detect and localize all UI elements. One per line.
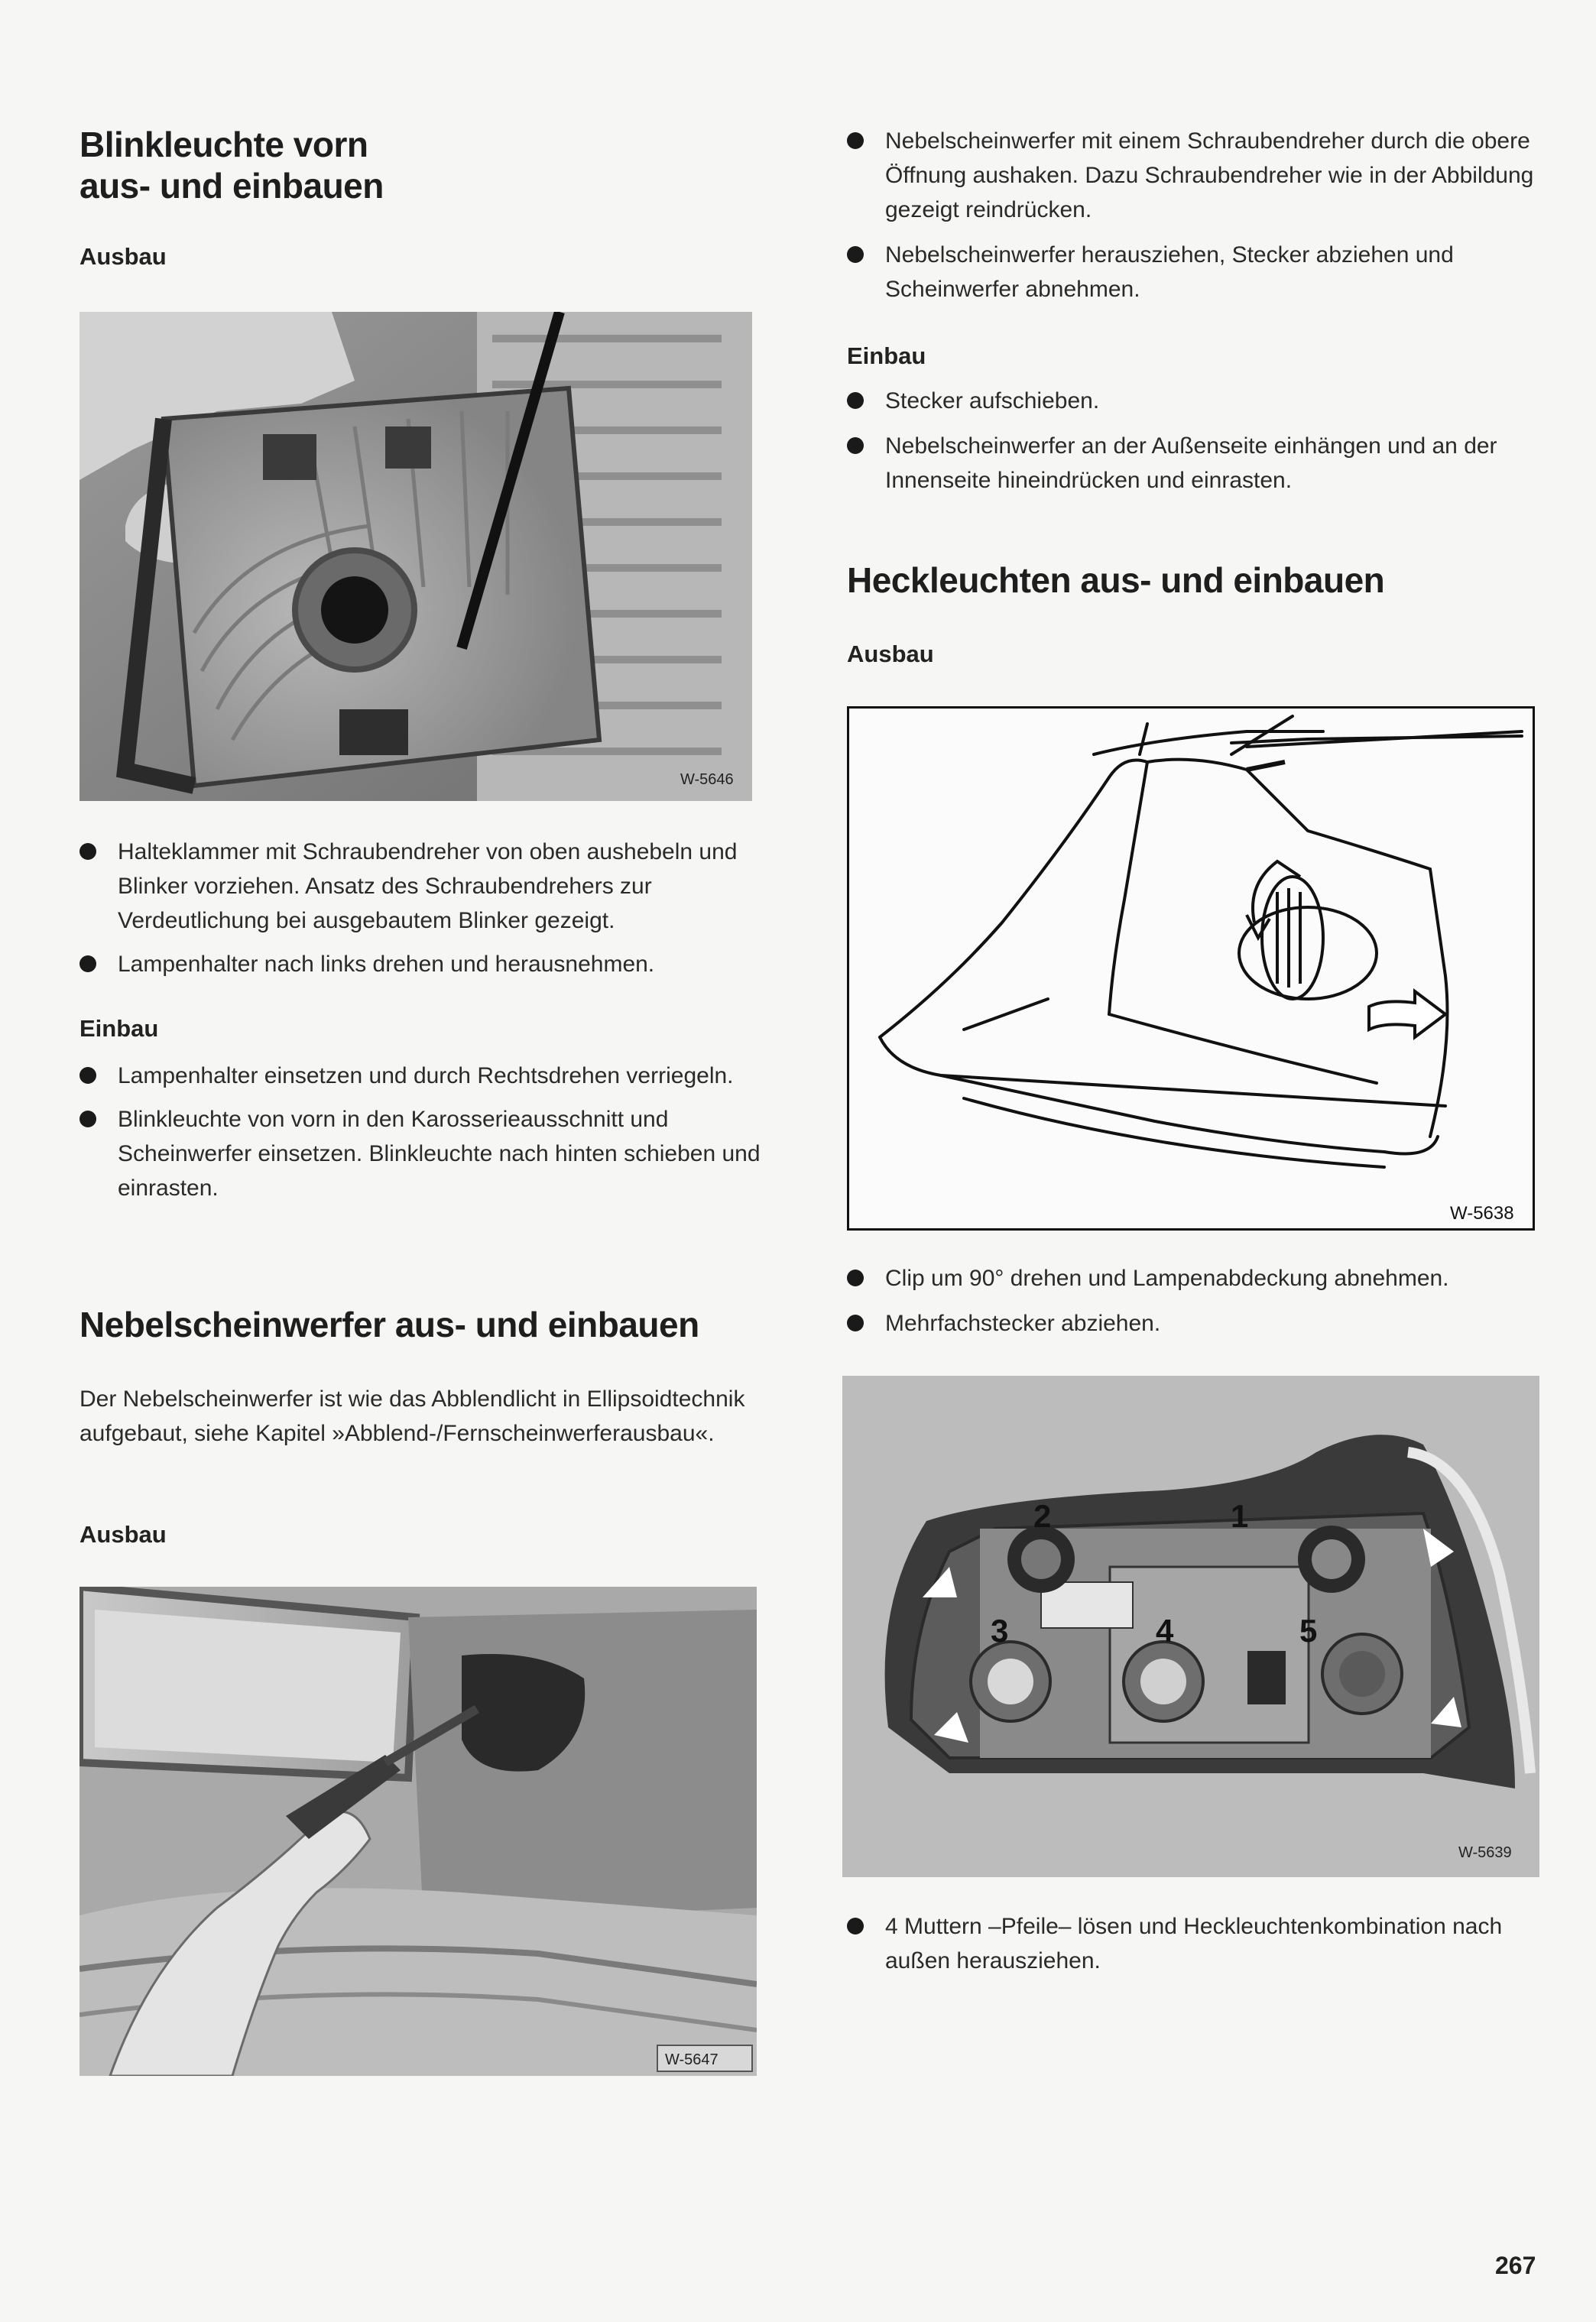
- list-heck-mid: [847, 1261, 1535, 1341]
- page-number: 267: [1495, 2252, 1536, 2279]
- photo-label-5: 5: [1299, 1613, 1318, 1649]
- list-item: Mehrfachstecker abziehen.: [847, 1306, 1535, 1341]
- subheading-ausbau-2: Ausbau: [79, 1521, 167, 1548]
- photo3-code: W-5639: [1458, 1844, 1512, 1861]
- title-line-1: Blinkleuchte vorn: [79, 125, 368, 164]
- photo1-code: W-5646: [680, 771, 734, 788]
- figure-code: W-5638: [1450, 1203, 1514, 1224]
- nebel-intro: Der Nebelscheinwerfer ist wie das Abblendlicht in Ellipsoidtechnik aufgebaut, siehe Kapitel »Abblend-/Fernscheinwerferausbau«.: [79, 1386, 745, 1446]
- list-nebel-einbau: [847, 384, 1535, 498]
- list-ausbau-left: [79, 835, 767, 981]
- list-item: Halteklammer mit Schraubendreher von oben aushebeln und Blinker vorziehen. Ansatz des Schraubendrehers zur Verdeutlichung bei ausgebautem Blinker gezeigt.: [79, 835, 767, 938]
- figure-heckleuchte: [847, 706, 1535, 1231]
- photo-label-3: 3: [991, 1613, 1009, 1649]
- photo-label-1: 1: [1231, 1498, 1249, 1534]
- list-item: Blinkleuchte von vorn in den Karosserieausschnitt und Scheinwerfer einsetzen. Blinkleuchte nach hinten schieben und einrasten.: [79, 1102, 767, 1205]
- list-item: Lampenhalter nach links drehen und herausnehmen.: [79, 947, 767, 981]
- photo-blinkleuchte: [79, 312, 752, 801]
- section-title-blinkleuchte: [79, 124, 384, 206]
- title-line-2: aus- und einbauen: [79, 166, 384, 206]
- photo-label-2: 2: [1033, 1498, 1052, 1534]
- subheading-ausbau-right: Ausbau: [847, 640, 934, 667]
- section-title-nebel: Nebelscheinwerfer aus- und einbauen: [79, 1305, 699, 1344]
- photo2-code: W-5647: [665, 2051, 719, 2068]
- photo-label-4: 4: [1156, 1613, 1174, 1649]
- list-item: Lampenhalter einsetzen und durch Rechtsdrehen verriegeln.: [79, 1059, 767, 1093]
- list-item: Nebelscheinwerfer herausziehen, Stecker abziehen und Scheinwerfer abnehmen.: [847, 238, 1535, 306]
- section-title-heck: Heckleuchten aus- und einbauen: [847, 560, 1385, 600]
- list-nebel-ausbau: [847, 124, 1535, 306]
- list-item: Nebelscheinwerfer mit einem Schraubendreher durch die obere Öffnung aushaken. Dazu Schraubendreher wie in der Abbildung gezeigt reindrücken.: [847, 124, 1535, 227]
- subheading-einbau-right: Einbau: [847, 342, 926, 369]
- subheading-ausbau: Ausbau: [79, 243, 167, 270]
- list-item: 4 Muttern –Pfeile– lösen und Heckleuchtenkombination nach außen herausziehen.: [847, 1909, 1535, 1978]
- list-heck-bottom: [847, 1909, 1535, 1978]
- list-item: Nebelscheinwerfer an der Außenseite einhängen und an der Innenseite hineindrücken und einrasten.: [847, 429, 1535, 498]
- list-item: Clip um 90° drehen und Lampenabdeckung abnehmen.: [847, 1261, 1535, 1296]
- photo-heckleuchte: [842, 1376, 1539, 1877]
- photo-nebelscheinwerfer: [79, 1587, 757, 2076]
- subheading-einbau: Einbau: [79, 1015, 159, 1042]
- list-einbau-left: [79, 1059, 767, 1205]
- list-item: Stecker aufschieben.: [847, 384, 1535, 418]
